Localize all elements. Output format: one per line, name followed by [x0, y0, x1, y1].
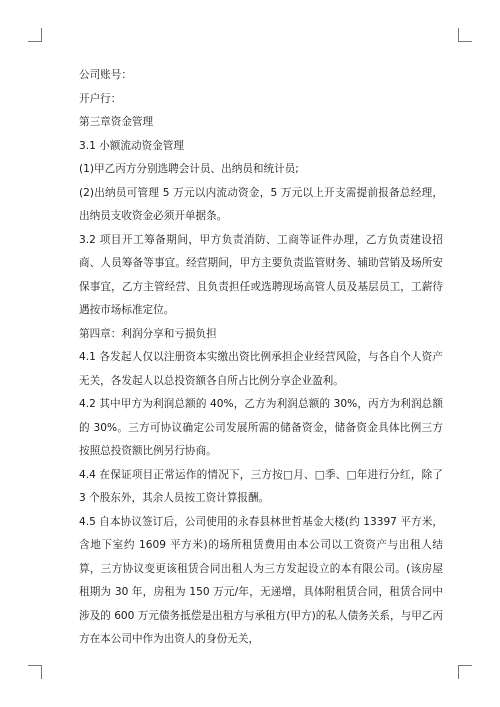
paragraph-4-4: 4.4 在保证项目正常运作的情况下，三方按□月、□季、□年进行分红，除了 3 个股东外，其余人员按工资计算报酬。	[79, 468, 443, 504]
company-account-label: 公司账号：	[79, 69, 132, 81]
paragraph-4-1: 4.1 各发起人仅以注册资本实缴出资比例承担企业经营风险，与各自个人资产无关，各发起人以总投资额各自所占比例分享企业盈利。	[79, 351, 443, 387]
paragraph-3-2: 3.2 项目开工筹备期间，甲方负责消防、工商等证件办理，乙方负责建设招商、人员筹备等事宜。经营期间，甲方主要负责监管财务、辅助营销及场所安保事宜，乙方主管经营、且负责担任或选聘现场高管人员及基层员工，工薪待遇按市场标准定位。	[79, 233, 443, 316]
bank-label: 开户行：	[79, 92, 122, 105]
document-body	[79, 64, 443, 652]
paragraph-3-1-2: (2)出纳员可管理 5 万元以内流动资金，5 万元以上开支需提前报备总经理，出纳员支收资金必须开单据条。	[79, 186, 443, 222]
paragraph-4-2: 4.2 其中甲方为利润总额的 40%，乙方为利润总额的 30%，丙方为利润总额的 30%。三方可协议确定公司发展所需的储备资金，储备资金具体比例三方按照总投资额比例另行协商。	[79, 398, 443, 457]
paragraph-4-5: 4.5 自本协议签订后，公司使用的永春县林世哲基金大楼(约 13397 平方米，含地下室约 1609 平方米)的场所租赁费用由本公司以工资资产与出租人结算，三方协议变更该租赁合同出租人为三方发起设立的本有限公司。(该房屋租期为 30 年，房租为 150 万元/年，无递增，具体附租赁合同，租赁合同中涉及的 600 万元债务抵偿是出租方与承租方(甲方)的私人债务关系，与甲乙丙方在本公司中作为出资人的身份无关，	[79, 515, 443, 645]
crop-mark-top-right	[458, 28, 472, 42]
chapter-three-heading: 第三章资金管理	[79, 116, 154, 128]
chapter-four-heading: 第四章：利润分享和亏损负担	[79, 327, 217, 340]
crop-mark-bottom-left	[28, 665, 42, 679]
paragraph-3-1-1: (1)甲乙丙方分别选聘会计员、出纳员和统计员;	[79, 163, 299, 175]
section-3-1-heading: 3.1 小额流动资金管理	[79, 139, 184, 152]
crop-mark-bottom-right	[458, 665, 472, 679]
crop-mark-top-left	[28, 28, 42, 42]
